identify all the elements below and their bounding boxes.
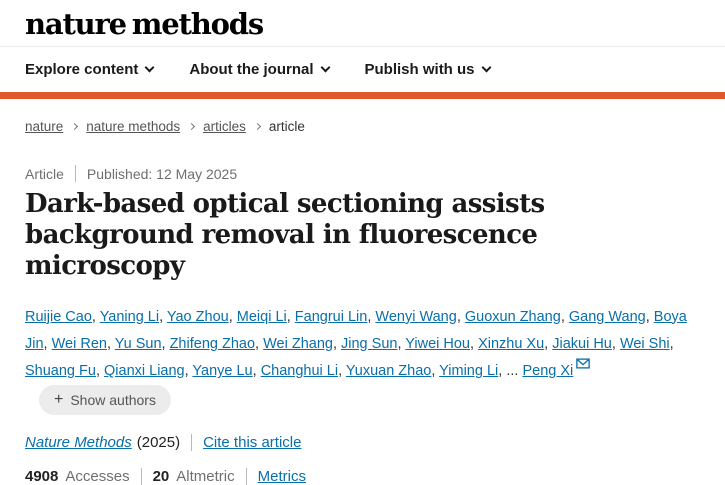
- altmetric-label: Altmetric: [176, 468, 235, 485]
- author-link[interactable]: Fangrui Lin: [294, 308, 368, 325]
- nav-about-the-journal[interactable]: [189, 61, 328, 78]
- author-separator: ,: [106, 335, 115, 352]
- author-separator: ,: [332, 335, 342, 352]
- author-link[interactable]: Meiqi Li: [236, 308, 287, 325]
- main-nav: [0, 47, 725, 92]
- nav-about-the-journal-label: About the journal: [189, 61, 314, 78]
- divider: [75, 165, 76, 182]
- author-link[interactable]: Jiakui Hu: [552, 335, 612, 352]
- nav-publish-with-us[interactable]: [365, 61, 490, 78]
- cite-this-article-link[interactable]: Cite this article: [203, 434, 302, 452]
- accesses-count: 4908: [25, 468, 59, 485]
- author-separator: ,: [161, 335, 170, 352]
- author-separator: ,: [669, 335, 674, 352]
- author-link[interactable]: Xinzhu Xu: [478, 335, 545, 352]
- author-separator: ,: [431, 363, 440, 380]
- author-separator: ,: [611, 335, 620, 352]
- author-separator: ,: [338, 363, 346, 380]
- breadcrumb-link-nature-methods[interactable]: nature methods: [86, 119, 181, 134]
- author-separator: ,: [397, 335, 406, 352]
- divider: [141, 468, 142, 485]
- author-link[interactable]: Yuxuan Zhao: [345, 363, 432, 380]
- author-link[interactable]: Gang Wang: [568, 308, 646, 325]
- author-separator: ,: [91, 308, 100, 325]
- author-link[interactable]: Changhui Li: [260, 363, 339, 380]
- author-link[interactable]: Jing Sun: [341, 335, 398, 352]
- author-separator: ,: [456, 308, 465, 325]
- author-link[interactable]: Ruijie Cao: [25, 308, 92, 325]
- author-separator: ,: [470, 335, 479, 352]
- divider: [246, 468, 247, 485]
- article-header-section: [0, 119, 725, 485]
- show-authors-label: Show authors: [70, 392, 156, 409]
- author-separator: ,: [544, 335, 553, 352]
- chevron-right-icon: [71, 123, 78, 130]
- corresponding-author-link[interactable]: Peng Xi: [522, 363, 574, 380]
- metrics-row: [25, 468, 700, 485]
- author-separator: ,: [286, 308, 295, 325]
- journal-link[interactable]: Nature Methods: [25, 434, 132, 452]
- author-separator: ,: [43, 335, 52, 352]
- author-link[interactable]: Shuang Fu: [25, 363, 96, 380]
- author-list: [25, 304, 700, 416]
- author-separator: ,: [228, 308, 237, 325]
- author-link[interactable]: Zhifeng Zhao: [169, 335, 256, 352]
- chevron-right-icon: [188, 123, 195, 130]
- author-separator: ,: [498, 363, 507, 380]
- author-separator: ,: [367, 308, 376, 325]
- accesses-label: Accesses: [65, 468, 130, 485]
- author-separator: ,: [252, 363, 261, 380]
- author-link[interactable]: Yiwei Hou: [405, 335, 470, 352]
- published-date: Published: 12 May 2025: [86, 165, 238, 182]
- author-separator: ,: [159, 308, 167, 325]
- chevron-down-icon: [145, 63, 155, 73]
- divider: [191, 434, 192, 451]
- author-link[interactable]: Yao Zhou: [166, 308, 229, 325]
- author-separator: ,: [255, 335, 264, 352]
- author-separator: ,: [560, 308, 569, 325]
- author-link[interactable]: Yanye Lu: [192, 363, 253, 380]
- nav-explore-content-label: Explore content: [25, 61, 139, 78]
- author-link[interactable]: Qianxi Liang: [104, 363, 185, 380]
- email-envelope-icon[interactable]: [576, 358, 590, 369]
- citation-row: [25, 434, 700, 451]
- author-link[interactable]: Wei Ren: [51, 335, 107, 352]
- altmetric-count: 20: [152, 468, 170, 485]
- author-separator: ,: [184, 363, 193, 380]
- chevron-right-icon: [254, 123, 261, 130]
- page-title: Dark-based optical sectioning assists background removal in fluorescence microscopy: [25, 189, 545, 282]
- author-separator: ,: [95, 363, 105, 380]
- author-separator: ,: [645, 308, 654, 325]
- show-authors-button[interactable]: [39, 385, 171, 415]
- author-link[interactable]: Wei Shi: [619, 335, 670, 352]
- author-link[interactable]: Guoxun Zhang: [464, 308, 561, 325]
- author-link[interactable]: Yiming Li: [439, 363, 499, 380]
- journal-logo[interactable]: nature methods: [25, 7, 263, 41]
- metrics-link[interactable]: Metrics: [257, 468, 306, 485]
- journal-year: (2025): [136, 434, 181, 452]
- breadcrumb-link-articles[interactable]: articles: [203, 119, 246, 134]
- chevron-down-icon: [320, 63, 330, 73]
- plus-icon: +: [54, 391, 64, 409]
- author-link[interactable]: Yu Sun: [114, 335, 162, 352]
- breadcrumb: [25, 119, 700, 134]
- author-link[interactable]: Boya Jin: [25, 308, 687, 352]
- article-type-label: Article: [25, 165, 64, 182]
- breadcrumb-link-nature[interactable]: nature: [25, 119, 64, 134]
- breadcrumb-current: article: [268, 119, 305, 134]
- author-link[interactable]: Wei Zhang: [263, 335, 333, 352]
- article-meta: [25, 165, 700, 182]
- author-link[interactable]: Wenyi Wang: [375, 308, 457, 325]
- nav-explore-content[interactable]: [25, 61, 153, 78]
- nav-publish-with-us-label: Publish with us: [364, 61, 475, 78]
- author-ellipsis: ...: [506, 363, 519, 380]
- site-header: [0, 0, 725, 99]
- logo-row: [0, 0, 725, 47]
- author-link[interactable]: Yaning Li: [99, 308, 160, 325]
- accent-bar: [0, 92, 725, 99]
- chevron-down-icon: [481, 63, 491, 73]
